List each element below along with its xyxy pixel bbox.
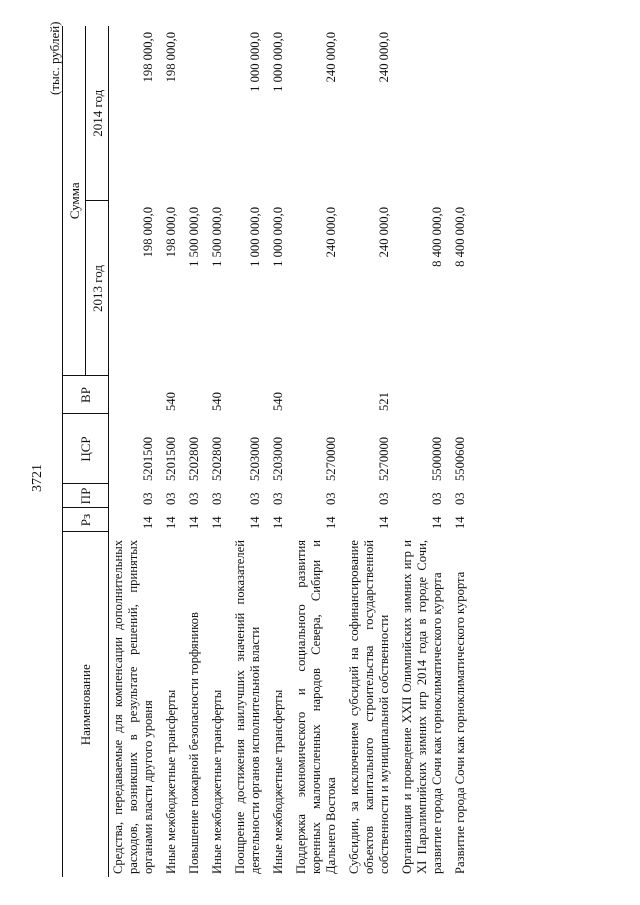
header-rz: Рз [63, 508, 109, 532]
table-row [288, 26, 341, 877]
budget-table [62, 26, 470, 877]
row-csr: 5270000 [377, 436, 391, 481]
row-csr: 5201500 [141, 436, 155, 481]
row-pr: 03 [248, 492, 262, 505]
row-vr: 540 [271, 392, 285, 411]
row-csr: 5202800 [210, 436, 224, 481]
row-csr: 5203000 [248, 436, 262, 481]
row-vr [394, 376, 447, 414]
table-row [341, 26, 394, 877]
row-csr: 5500600 [453, 436, 467, 481]
row-pr: 03 [430, 492, 444, 505]
table-row [447, 26, 470, 877]
row-amount-2013: 198 000,0 [141, 207, 155, 258]
header-name: Наименование [63, 532, 109, 877]
row-rz: 14 [210, 516, 224, 529]
header-year-2014: 2014 год [86, 26, 109, 201]
row-csr: 5201500 [164, 436, 178, 481]
row-amount-2014 [181, 26, 204, 201]
row-pr: 03 [324, 492, 338, 505]
row-name: Повышение пожарной безопасности торфяников [187, 612, 201, 874]
row-vr [181, 376, 204, 414]
row-pr: 03 [271, 492, 285, 505]
row-amount-2014 [204, 26, 227, 201]
row-amount-2013: 198 000,0 [164, 207, 178, 258]
row-pr: 03 [141, 492, 155, 505]
row-amount-2013: 1 500 000,0 [210, 207, 224, 267]
row-name: Средства, передаваемые для компенсации дополнительных расходов, возникших в результате решений, принятых органами власти другого уровня [111, 540, 155, 874]
row-rz: 14 [271, 516, 285, 529]
header-csr: ЦСР [63, 414, 109, 484]
row-csr: 5203000 [271, 436, 285, 481]
row-amount-2014: 240 000,0 [324, 32, 338, 83]
row-amount-2014: 240 000,0 [377, 32, 391, 83]
row-csr: 5202800 [187, 436, 201, 481]
row-amount-2013: 1 000 000,0 [271, 207, 285, 267]
row-pr: 03 [210, 492, 224, 505]
row-name: Развитие города Сочи как горноклиматического курорта [453, 571, 467, 874]
row-name: Организация и проведение XXII Олимпийских зимних игр и XI Паралимпийских зимних игр 2014 года в городе Сочи, развитие города Сочи как горноклиматического курорта [400, 540, 444, 874]
row-rz: 14 [164, 516, 178, 529]
row-vr: 521 [377, 392, 391, 411]
row-rz: 14 [377, 516, 391, 529]
row-amount-2013: 8 400 000,0 [453, 207, 467, 267]
row-name: Иные межбюджетные трансферты [271, 689, 285, 874]
row-rz: 14 [430, 516, 444, 529]
row-csr: 5500000 [430, 436, 444, 481]
header-pr: ПР [63, 484, 109, 508]
header-vr: ВР [63, 376, 109, 414]
row-name: Субсидии, за исключением субсидий на софинансирование объектов капитального строительства государственной собственности и муниципальной собственности [347, 540, 391, 874]
table-row [158, 26, 181, 877]
table-row [181, 26, 204, 877]
units-label: (тыс. рублей) [47, 21, 62, 95]
table-row [394, 26, 447, 877]
row-amount-2013: 240 000,0 [377, 207, 391, 258]
row-vr [109, 376, 159, 414]
row-amount-2014 [447, 26, 470, 201]
row-rz: 14 [324, 516, 338, 529]
row-rz: 14 [187, 516, 201, 529]
row-vr [447, 376, 470, 414]
table-row [227, 26, 265, 877]
row-pr: 03 [377, 492, 391, 505]
row-rz: 14 [248, 516, 262, 529]
row-name: Поощрение достижения наилучших значений показателей деятельности органов исполнительной власти [233, 540, 262, 874]
row-name: Поддержка экономического и социального развития коренных малочисленных народов Севера, Сибири и Дальнего Востока [294, 540, 338, 874]
row-amount-2013: 8 400 000,0 [430, 207, 444, 267]
row-vr: 540 [210, 392, 224, 411]
header-year-2013: 2013 год [86, 201, 109, 376]
table-row [265, 26, 288, 877]
row-amount-2014: 198 000,0 [141, 32, 155, 83]
row-amount-2013: 1 500 000,0 [187, 207, 201, 267]
header-sum: Сумма [63, 26, 86, 376]
row-amount-2014 [394, 26, 447, 201]
row-amount-2013: 1 000 000,0 [248, 207, 262, 267]
table-body [109, 26, 471, 877]
row-vr [227, 376, 265, 414]
row-amount-2013: 240 000,0 [324, 207, 338, 258]
page-number: 3721 [30, 464, 45, 492]
row-name: Иные межбюджетные трансферты [164, 689, 178, 874]
row-rz: 14 [453, 516, 467, 529]
row-amount-2014: 198 000,0 [164, 32, 178, 83]
table-row [204, 26, 227, 877]
row-pr: 03 [164, 492, 178, 505]
row-vr: 540 [164, 392, 178, 411]
row-pr: 03 [187, 492, 201, 505]
row-name: Иные межбюджетные трансферты [210, 689, 224, 874]
row-csr: 5270000 [324, 436, 338, 481]
row-pr: 03 [453, 492, 467, 505]
row-amount-2014: 1 000 000,0 [248, 32, 262, 92]
row-amount-2014: 1 000 000,0 [271, 32, 285, 92]
table-row [109, 26, 159, 877]
row-rz: 14 [141, 516, 155, 529]
row-vr [288, 376, 341, 414]
